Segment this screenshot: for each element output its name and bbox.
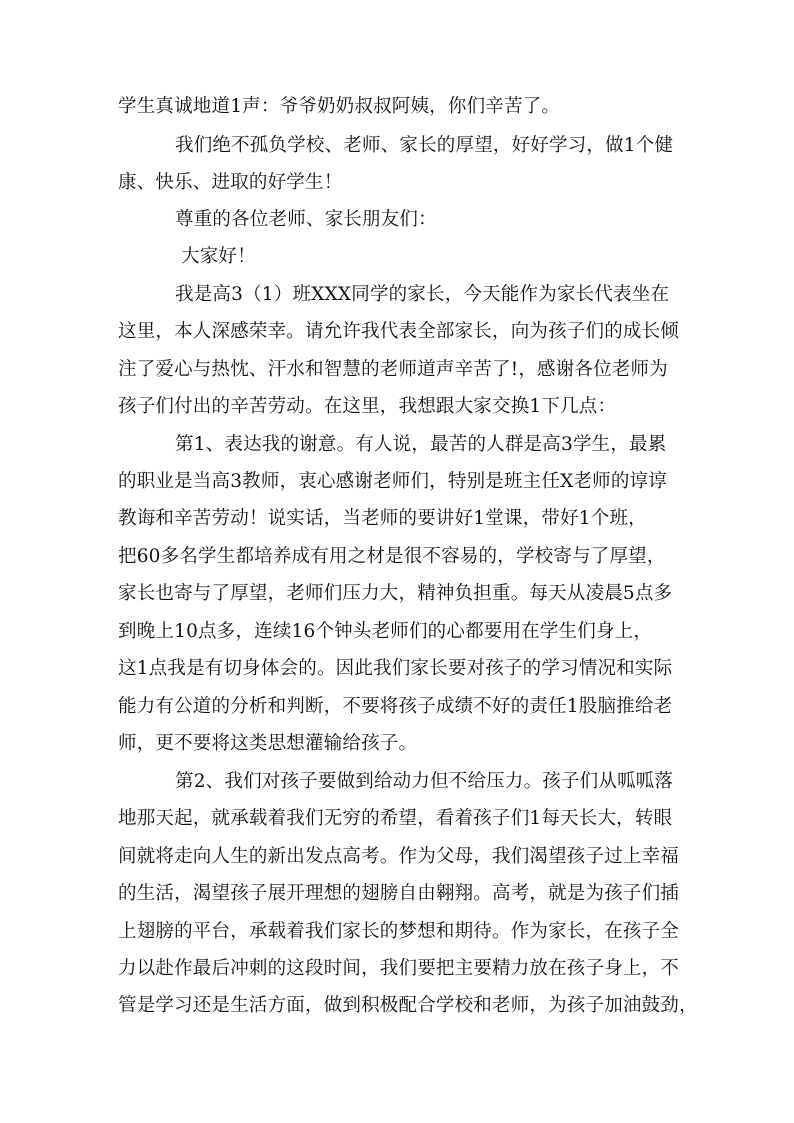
- text-line: 到晚上10点多，连续16个钟头老师们的心都要用在学生们身上，: [118, 621, 653, 642]
- greeting: 大家好！: [181, 246, 256, 267]
- text-line: 师，更不要将这类思想灌输给孩子。: [118, 733, 418, 754]
- text-line: 家长也寄与了厚望，老师们压力大，精神负担重。每天从凌晨5点多: [118, 583, 673, 604]
- text-line: 孩子们付出的辛苦劳动。在这里，我想跟大家交换1下几点：: [118, 396, 617, 417]
- text-line: 把60多名学生都培养成有用之材是很不容易的，学校寄与了厚望，: [118, 546, 666, 567]
- text-line: 这里，本人深感荣幸。请允许我代表全部家长，向为孩子们的成长倾: [118, 321, 680, 342]
- text-line: 第2、我们对孩子要做到给动力但不给压力。孩子们从呱呱落: [175, 771, 674, 792]
- text-line: 教诲和辛苦劳动！说实话，当老师的要讲好1堂课，带好1个班，: [118, 508, 647, 529]
- text-line: 我是高3（1）班XXX同学的家长，今天能作为家长代表坐在: [175, 284, 670, 305]
- text-line: 学生真诚地道1声：爷爷奶奶叔叔阿姨，你们辛苦了。: [118, 96, 561, 117]
- text-line: 地那天起，就承载着我们无穷的希望，看着孩子们1每天长大，转眼: [118, 808, 673, 829]
- text-line: 第1、表达我的谢意。有人说，最苦的人群是高3学生，最累: [175, 434, 667, 455]
- text-line: 的职业是当高3教师，衷心感谢老师们，特别是班主任X老师的谆谆: [118, 471, 667, 492]
- text-line: 上翅膀的平台，承载着我们家长的梦想和期待。作为家长，在孩子全: [118, 921, 680, 942]
- text-line: 能力有公道的分析和判断，不要将孩子成绩不好的责任1股脑推给老: [118, 696, 673, 717]
- text-line: 这1点我是有切身体会的。因此我们家长要对孩子的学习情况和实际: [118, 658, 673, 679]
- text-line: 康、快乐、进取的好学生！: [118, 172, 343, 193]
- salutation: 尊重的各位老师、家长朋友们：: [175, 209, 437, 230]
- text-line: 间就将走向人生的新出发点高考。作为父母，我们渴望孩子过上幸福: [118, 846, 680, 867]
- text-line: 力以赴作最后冲刺的这段时间，我们要把主要精力放在孩子身上，不: [118, 958, 680, 979]
- text-line: 管是学习还是生活方面，做到积极配合学校和老师，为孩子加油鼓劲，: [118, 995, 698, 1016]
- text-line: 我们绝不孤负学校、老师、家长的厚望，好好学习，做1个健: [175, 135, 674, 156]
- text-line: 注了爱心与热忱、汗水和智慧的老师道声辛苦了!，感谢各位老师为: [118, 359, 668, 380]
- text-line: 的生活，渴望孩子展开理想的翅膀自由翱翔。高考，就是为孩子们插: [118, 883, 680, 904]
